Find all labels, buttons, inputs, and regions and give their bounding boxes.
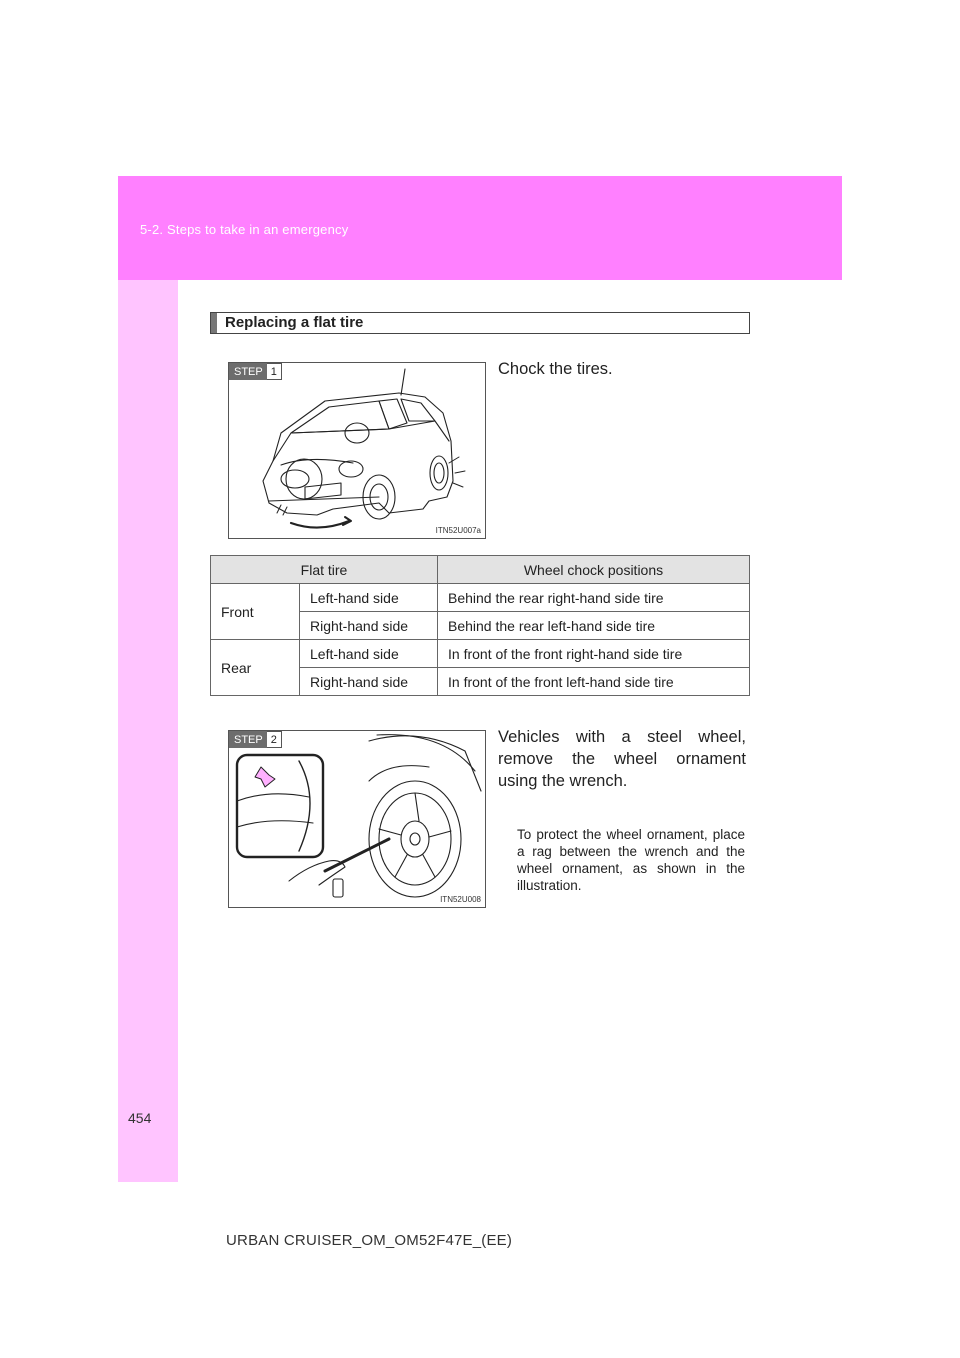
step-word: STEP <box>229 363 267 380</box>
section-heading <box>210 312 750 334</box>
step1-instruction: Chock the tires. <box>498 360 613 378</box>
wrench-removing-wheel-ornament-icon <box>229 731 485 907</box>
side-cell: Left-hand side <box>300 584 438 612</box>
step2-note: To protect the wheel ornament, place a rag between the wrench and the wheel ornament, as shown in the illustration. <box>517 827 745 893</box>
tire-cell: Front <box>211 584 300 640</box>
page-number: 454 <box>128 1110 152 1126</box>
wheel-chock-table <box>210 555 750 696</box>
step-number: 2 <box>267 731 282 748</box>
side-cell: Left-hand side <box>300 640 438 668</box>
figure-code: ITN52U008 <box>440 895 481 904</box>
step1-badge <box>229 363 282 380</box>
step1-figure <box>228 362 486 539</box>
side-cell: Right-hand side <box>300 612 438 640</box>
heading-accent <box>211 313 217 333</box>
table-row <box>211 584 750 612</box>
heading-text: Replacing a flat tire <box>225 314 364 331</box>
header-chock-positions: Wheel chock positions <box>438 556 750 584</box>
side-band <box>118 280 178 1182</box>
step-word: STEP <box>229 731 267 748</box>
step2-instruction: Vehicles with a steel wheel, remove the wheel ornament using the wrench. <box>498 728 746 790</box>
header-flat-tire: Flat tire <box>211 556 438 584</box>
position-cell: Behind the rear right-hand side tire <box>438 584 750 612</box>
figure-code: ITN52U007a <box>435 526 481 535</box>
section-breadcrumb: 5-2. Steps to take in an emergency <box>140 222 349 237</box>
step2-badge <box>229 731 282 748</box>
position-cell: In front of the front right-hand side tire <box>438 640 750 668</box>
footer-document-code: URBAN CRUISER_OM_OM52F47E_(EE) <box>226 1232 513 1249</box>
step-number: 1 <box>267 363 282 380</box>
car-with-chocked-tires-icon <box>229 363 485 538</box>
table-row <box>211 640 750 668</box>
side-cell: Right-hand side <box>300 668 438 696</box>
tire-cell: Rear <box>211 640 300 696</box>
table-header-row <box>211 556 750 584</box>
position-cell: In front of the front left-hand side tire <box>438 668 750 696</box>
position-cell: Behind the rear left-hand side tire <box>438 612 750 640</box>
step2-figure <box>228 730 486 908</box>
